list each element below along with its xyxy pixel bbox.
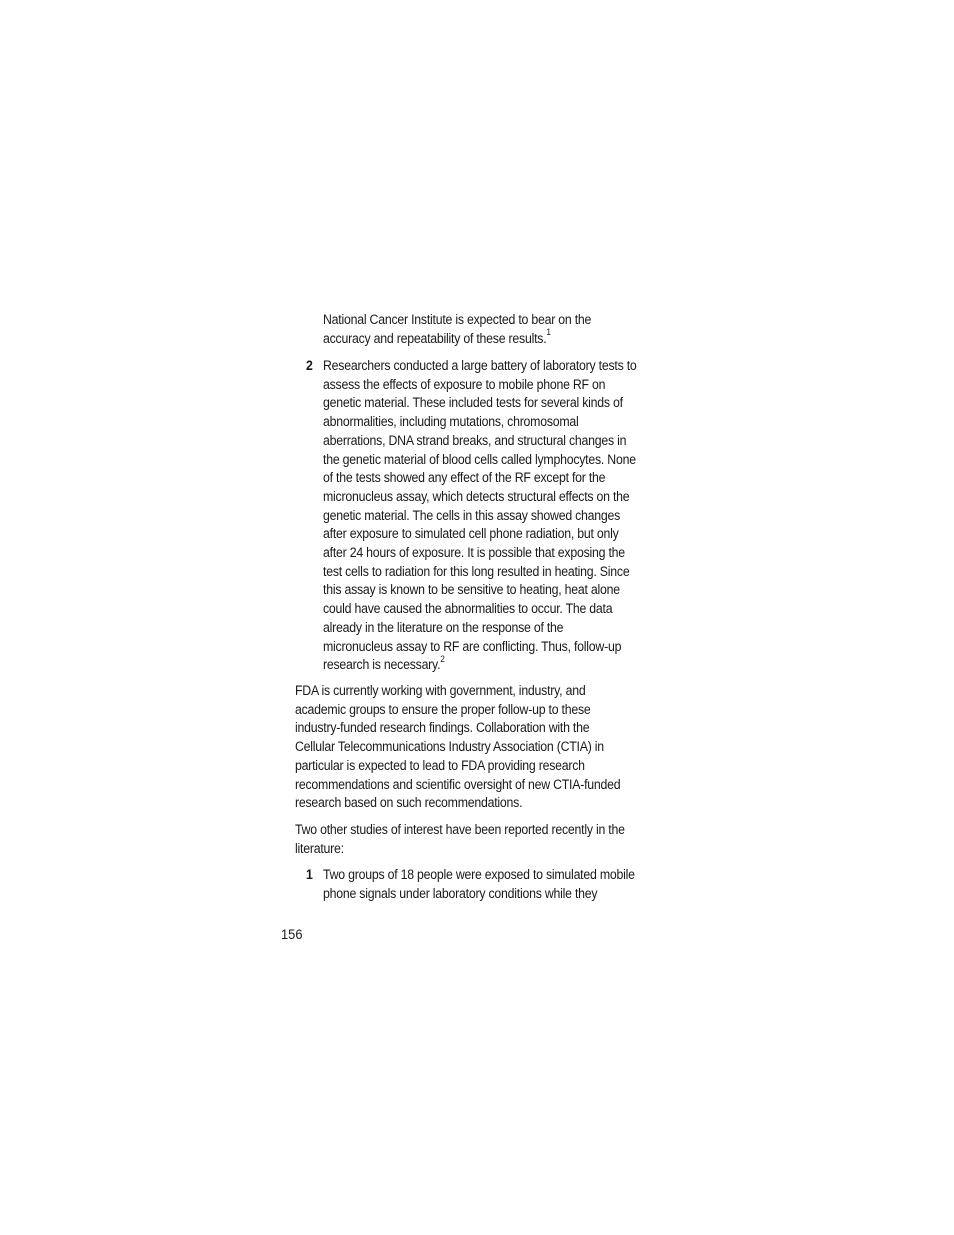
text-line: this assay is known to be sensitive to heating, heat alone bbox=[323, 582, 620, 598]
footnote-ref: 1 bbox=[546, 327, 551, 338]
text-line: could have caused the abnormalities to occur. The data bbox=[323, 601, 613, 617]
footnote-ref: 2 bbox=[440, 653, 445, 664]
text-line bbox=[323, 327, 591, 349]
text-line: Researchers conducted a large battery of laboratory tests to bbox=[323, 358, 637, 373]
body-paragraph bbox=[295, 821, 625, 858]
text-line-content: accuracy and repeatability of these results. bbox=[323, 330, 547, 346]
text-line: after exposure to simulated cell phone radiation, but only bbox=[323, 526, 619, 542]
text-line: already in the literature on the response of the bbox=[323, 619, 564, 635]
list-item-text bbox=[323, 866, 635, 903]
text-line: Two other studies of interest have been reported recently in the bbox=[295, 822, 625, 837]
text-line: assess the effects of exposure to mobile phone RF on bbox=[323, 376, 606, 392]
text-line: academic groups to ensure the proper follow-up to these bbox=[295, 701, 591, 717]
continuation-text bbox=[323, 311, 591, 348]
text-line: abnormalities, including mutations, chromosomal bbox=[323, 414, 579, 430]
text-line bbox=[323, 653, 637, 675]
list-item-number: 2 bbox=[306, 358, 313, 373]
text-line: FDA is currently working with government, industry, and bbox=[295, 683, 586, 698]
text-line: after 24 hours of exposure. It is possible that exposing the bbox=[323, 545, 625, 561]
text-line: industry-funded research findings. Collaboration with the bbox=[295, 720, 590, 736]
text-line: test cells to radiation for this long resulted in heating. Since bbox=[323, 563, 630, 579]
list-item-text bbox=[323, 357, 637, 675]
text-line: phone signals under laboratory conditions while they bbox=[323, 885, 598, 901]
text-line: the genetic material of blood cells called lymphocytes. None bbox=[323, 451, 636, 467]
page-number: 156 bbox=[281, 926, 303, 942]
text-line: Two groups of 18 people were exposed to simulated mobile bbox=[323, 867, 635, 882]
text-line: genetic material. The cells in this assay showed changes bbox=[323, 507, 621, 523]
text-line: literature: bbox=[295, 840, 344, 856]
text-line: particular is expected to lead to FDA providing research bbox=[295, 757, 585, 773]
text-line: micronucleus assay, which detects structural effects on the bbox=[323, 488, 630, 504]
list-item-number: 1 bbox=[306, 867, 313, 882]
text-line: research based on such recommendations. bbox=[295, 795, 523, 811]
text-line: micronucleus assay to RF are conflicting. Thus, follow-up bbox=[323, 638, 622, 654]
text-line: National Cancer Institute is expected to bear on the bbox=[323, 312, 592, 327]
text-line: genetic material. These included tests for several kinds of bbox=[323, 395, 623, 411]
text-line: of the tests showed any effect of the RF except for the bbox=[323, 470, 606, 486]
text-line: aberrations, DNA strand breaks, and structural changes in bbox=[323, 432, 627, 448]
text-line-content: research is necessary. bbox=[323, 657, 441, 673]
body-paragraph bbox=[295, 682, 620, 813]
text-line: Cellular Telecommunications Industry Association (CTIA) in bbox=[295, 739, 604, 755]
text-line: recommendations and scientific oversight of new CTIA-funded bbox=[295, 776, 621, 792]
